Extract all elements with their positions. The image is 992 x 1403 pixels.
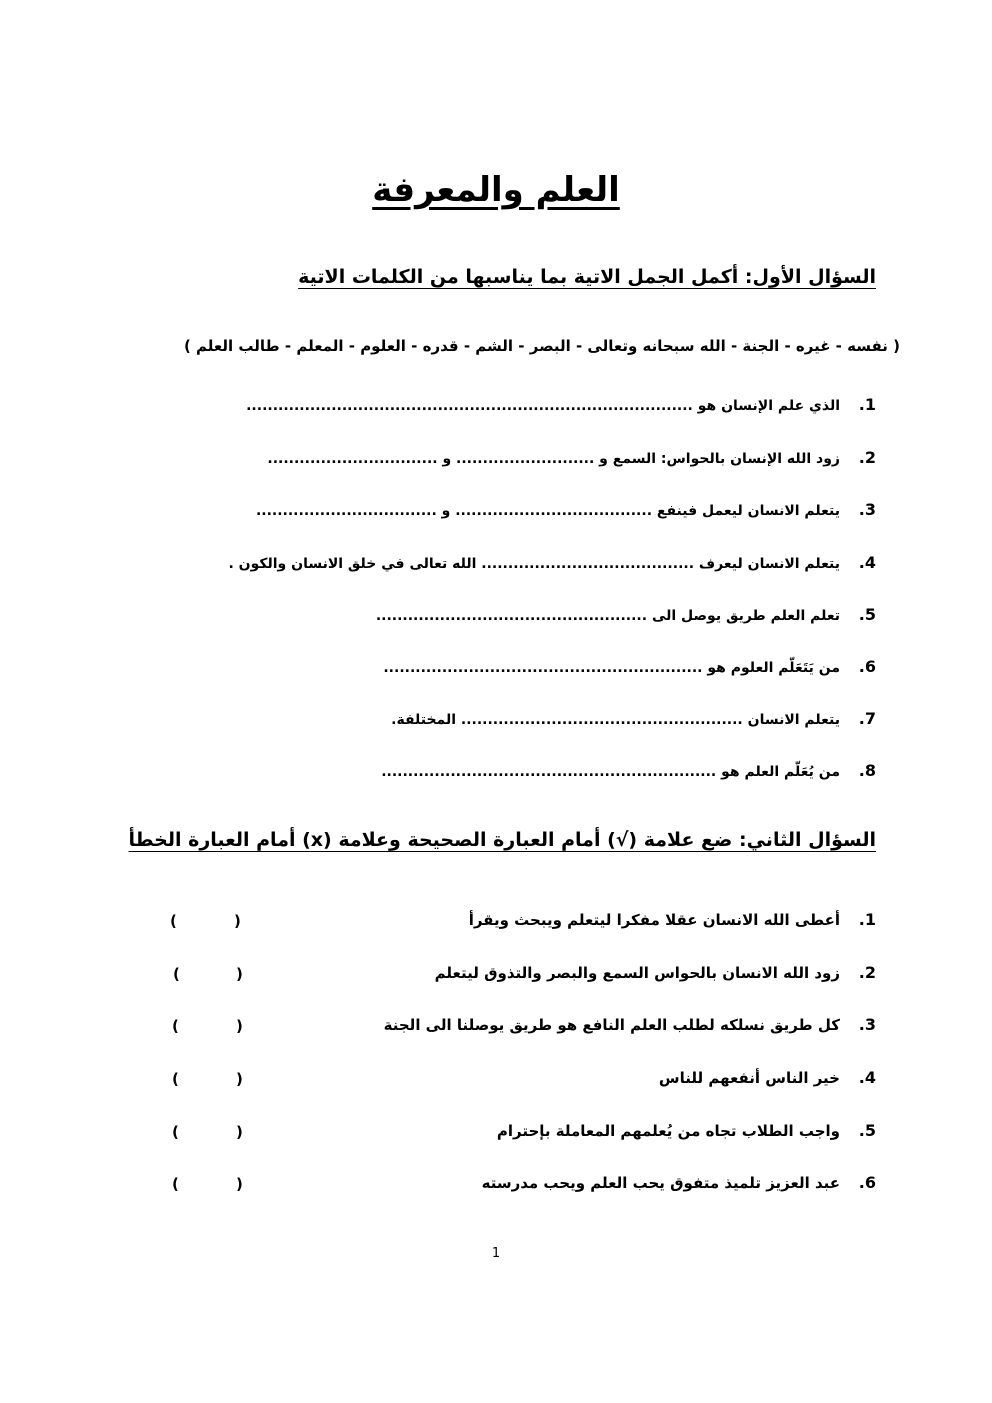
- question2-heading: السؤال الثاني: ضع علامة (√) أمام العبارة الصحيحة وعلامة (x) أمام العبارة الخطأ: [128, 829, 876, 851]
- true-false-item: [469, 910, 876, 929]
- answer-paren-close: ): [172, 1070, 179, 1088]
- item-text: من يَتَعَلّم العلوم هو ............................................................: [383, 660, 840, 676]
- item-number: 2.: [858, 963, 876, 982]
- item-number: 5.: [858, 1121, 876, 1140]
- answer-paren-open: (: [236, 965, 243, 983]
- answer-paren-close: ): [173, 965, 180, 983]
- item-text: تعلم العلم طريق يوصل الى ...................................................: [375, 608, 840, 624]
- answer-paren-close: ): [172, 1017, 179, 1035]
- item-text: يتعلم الانسان ليعمل فينفع ..................................... و ..................................: [255, 503, 840, 519]
- item-number: 8.: [858, 761, 876, 780]
- item-number: 4.: [858, 553, 876, 572]
- item-text: يتعلم الانسان ليعرف ........................................ الله تعالى في خلق الانسان والكون .: [228, 556, 840, 572]
- page-number: 1: [491, 1246, 501, 1261]
- fill-item: [267, 448, 876, 467]
- item-number: 1.: [858, 395, 876, 414]
- fill-item: [381, 761, 876, 780]
- question1-heading: السؤال الأول: أكمل الجمل الاتية بما يناسبها من الكلمات الاتية: [298, 266, 876, 288]
- word-bank: ( نفسه - غيره - الجنة - الله سبحانه وتعالى - البصر - الشم - قدره - العلوم - المعلم - طالب العلم ): [183, 337, 900, 355]
- answer-paren-close: ): [172, 1123, 179, 1141]
- fill-item: [383, 657, 876, 676]
- answer-paren-open: (: [236, 1175, 243, 1193]
- fill-item: [391, 709, 876, 728]
- answer-paren-open: (: [236, 1070, 243, 1088]
- true-false-item: [435, 963, 876, 982]
- item-text: أعطى الله الانسان عقلا مفكرا ليتعلم ويبحث ويقرأ: [468, 911, 840, 929]
- item-number: 6.: [858, 1173, 876, 1192]
- fill-item: [256, 500, 876, 519]
- answer-paren-close: ): [172, 1175, 179, 1193]
- item-number: 3.: [858, 1015, 876, 1034]
- item-number: 4.: [858, 1068, 876, 1087]
- item-number: 6.: [858, 657, 876, 676]
- item-number: 7.: [858, 709, 876, 728]
- item-text: كل طريق نسلكه لطلب العلم النافع هو طريق يوصلنا الى الجنة: [383, 1016, 840, 1034]
- answer-paren-open: (: [236, 1123, 243, 1141]
- true-false-item: [659, 1068, 876, 1087]
- true-false-item: [384, 1015, 876, 1034]
- item-text: زود الله الإنسان بالحواس: السمع و .......................... و ................................: [267, 451, 840, 467]
- item-text: يتعلم الانسان ..................................................... المختلفة.: [391, 712, 840, 728]
- item-text: الذي علم الإنسان هو ....................................................................................: [246, 398, 840, 414]
- true-false-item: [482, 1173, 876, 1192]
- item-number: 2.: [858, 448, 876, 467]
- item-text: من يُعَلّم العلم هو ...............................................................: [381, 764, 840, 780]
- item-text: واجب الطلاب تجاه من يُعلمهم المعاملة بإحترام: [496, 1122, 840, 1140]
- item-text: عبد العزيز تلميذ متفوق يحب العلم ويحب مدرسته: [481, 1174, 840, 1192]
- fill-item: [246, 395, 876, 414]
- answer-paren-open: (: [234, 912, 241, 930]
- fill-item: [228, 553, 876, 572]
- item-text: زود الله الانسان بالحواس السمع والبصر والتذوق ليتعلم: [434, 964, 840, 982]
- page-title: العلم والمعرفة: [372, 170, 620, 210]
- fill-item: [376, 605, 876, 624]
- item-number: 5.: [858, 605, 876, 624]
- item-text: خير الناس أنفعهم للناس: [658, 1069, 840, 1087]
- item-number: 1.: [858, 910, 876, 929]
- true-false-item: [497, 1121, 876, 1140]
- answer-paren-open: (: [236, 1017, 243, 1035]
- answer-paren-close: ): [170, 912, 177, 930]
- item-number: 3.: [858, 500, 876, 519]
